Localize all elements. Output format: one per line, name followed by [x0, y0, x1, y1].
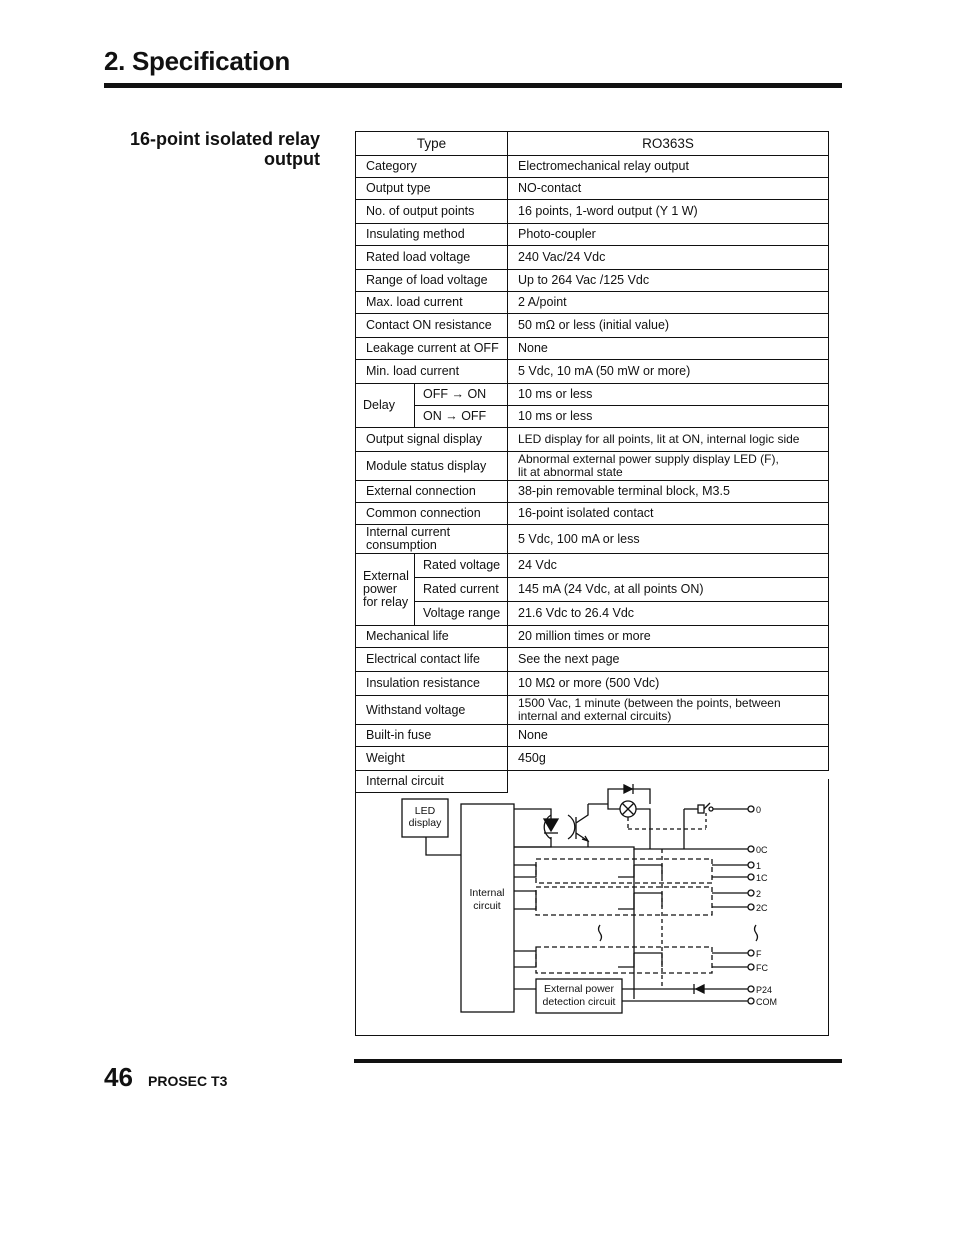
terminal-label: 0C [756, 845, 768, 855]
row-label: No. of output points [356, 200, 508, 224]
row-value-line1: Abnormal external power supply display LED (F), [518, 452, 779, 466]
row-value: NO-contact [508, 178, 829, 200]
row-label: Internal circuit [356, 771, 508, 793]
row-label: Electrical contact life [356, 648, 508, 672]
row-label-line1: Internal current [366, 525, 451, 539]
row-value: Photo-coupler [508, 224, 829, 246]
row-label-line2: consumption [366, 538, 437, 552]
table-row [356, 481, 829, 503]
terminal-label: COM [756, 997, 777, 1007]
row-label: Min. load current [356, 360, 508, 384]
row-value-line2: internal and external circuits) [518, 709, 672, 723]
spec-table [355, 131, 829, 793]
section-title: 2. Specification [104, 46, 290, 76]
break-mark [755, 925, 758, 941]
side-heading [104, 129, 320, 169]
ext-power-label-line3: for relay [363, 595, 409, 609]
table-row [356, 224, 829, 246]
row-label: Mechanical life [356, 626, 508, 648]
row-value-line2: lit at abnormal state [518, 465, 623, 479]
row-label: Contact ON resistance [356, 314, 508, 338]
row-value: Up to 264 Vac /125 Vdc [508, 270, 829, 292]
row-label [356, 525, 508, 554]
table-row [356, 428, 829, 452]
internal-circuit-diagram [355, 779, 829, 1036]
terminal-label: 1C [756, 873, 768, 883]
row-value: 5 Vdc, 10 mA (50 mW or more) [508, 360, 829, 384]
row-value: 2 A/point [508, 292, 829, 314]
row-value: 450g [508, 747, 829, 771]
table-row [356, 648, 829, 672]
table-row [356, 503, 829, 525]
table-row [356, 672, 829, 696]
relay-coil-icon [620, 801, 636, 817]
photo-coupler-icon [514, 804, 588, 847]
table-row [356, 200, 829, 224]
terminal-label: FC [756, 963, 768, 973]
row-value: Electromechanical relay output [508, 156, 829, 178]
row-value: See the next page [508, 648, 829, 672]
table-row [356, 525, 829, 554]
terminal-label: 0 [756, 805, 762, 815]
row-value-line1: 1500 Vac, 1 minute (between the points, between [518, 696, 781, 710]
row-label: External connection [356, 481, 508, 503]
delay-on-off-value: 10 ms or less [508, 406, 829, 428]
ext-power-label-line1: External [363, 569, 409, 583]
terminal-label: 1 [756, 861, 762, 871]
ext-power-row [356, 602, 829, 626]
table-header [356, 132, 829, 156]
row-value: 240 Vac/24 Vdc [508, 246, 829, 270]
row-label: Rated load voltage [356, 246, 508, 270]
delay-label: Delay [356, 384, 415, 428]
voltage-range-value: 21.6 Vdc to 26.4 Vdc [508, 602, 829, 626]
terminal-label: 2 [756, 889, 762, 899]
table-row [356, 360, 829, 384]
row-label: Category [356, 156, 508, 178]
type-header: Type [356, 132, 508, 156]
ext-power-label [356, 554, 415, 626]
row-value: 50 mΩ or less (initial value) [508, 314, 829, 338]
table-row [356, 338, 829, 360]
page-number: 46 [104, 1062, 133, 1092]
table-row [356, 314, 829, 338]
ext-label-line1: External power [543, 983, 615, 995]
table-row [356, 696, 829, 725]
break-mark [599, 925, 602, 941]
rated-current-value: 145 mA (24 Vdc, at all points ON) [508, 578, 829, 602]
table-row [356, 156, 829, 178]
ext-power-row [356, 578, 829, 602]
row-label: Output signal display [356, 428, 508, 452]
voltage-range-label: Voltage range [415, 602, 508, 626]
row-label: Common connection [356, 503, 508, 525]
row-value: 38-pin removable terminal block, M3.5 [508, 481, 829, 503]
delay-off-on-label: OFF → ON [415, 384, 508, 406]
led-wire [426, 837, 461, 855]
internal-label-line2: circuit [473, 900, 501, 912]
table-row [356, 725, 829, 747]
table-row [356, 246, 829, 270]
model-header: RO363S [508, 132, 829, 156]
row-label: Withstand voltage [356, 696, 508, 725]
row-label: Insulation resistance [356, 672, 508, 696]
rated-voltage-value: 24 Vdc [508, 554, 829, 578]
table-row [356, 178, 829, 200]
row-value: None [508, 725, 829, 747]
row-label: Insulating method [356, 224, 508, 246]
led-label-line2: display [408, 817, 442, 829]
table-row [356, 452, 829, 481]
table-row [356, 626, 829, 648]
row-value: 20 million times or more [508, 626, 829, 648]
ext-label-line2: detection circuit [542, 996, 616, 1008]
terminal-circles [748, 806, 754, 1004]
row-value: 16-point isolated contact [508, 503, 829, 525]
rated-voltage-label: Rated voltage [415, 554, 508, 578]
bottom-rule [354, 1059, 842, 1063]
row-label: Range of load voltage [356, 270, 508, 292]
row-value: 10 MΩ or more (500 Vdc) [508, 672, 829, 696]
circuit-svg [356, 779, 828, 1035]
table-row [356, 270, 829, 292]
row-label: Built-in fuse [356, 725, 508, 747]
delay-row [356, 384, 829, 406]
row-label: Weight [356, 747, 508, 771]
ext-power-label-line2: power [363, 582, 398, 596]
row-label: Module status display [356, 452, 508, 481]
terminal-label: 2C [756, 903, 768, 913]
delay-off-on-value: 10 ms or less [508, 384, 829, 406]
table-row [356, 747, 829, 771]
top-rule [104, 83, 842, 88]
rated-current-label: Rated current [415, 578, 508, 602]
row-label: Leakage current at OFF [356, 338, 508, 360]
row-value: None [508, 338, 829, 360]
side-heading-line1: 16-point isolated relay [129, 129, 320, 149]
led-label-line1: LED [414, 805, 436, 817]
row-value: 16 points, 1-word output (Y 1 W) [508, 200, 829, 224]
row-value [508, 696, 829, 725]
row-value: 5 Vdc, 100 mA or less [508, 525, 829, 554]
row-label: Output type [356, 178, 508, 200]
row-value [508, 452, 829, 481]
table-row [356, 292, 829, 314]
internal-label-line1: Internal [469, 887, 505, 899]
row-label: Max. load current [356, 292, 508, 314]
relay-channel-1 [514, 859, 748, 883]
product-name: PROSEC T3 [148, 1073, 228, 1089]
relay-channel-2 [514, 887, 748, 915]
delay-on-off-label: ON → OFF [415, 406, 508, 428]
ext-power-row [356, 554, 829, 578]
side-heading-line2: output [264, 149, 320, 169]
terminal-label: F [756, 949, 762, 959]
delay-row [356, 406, 829, 428]
diode-icon [694, 984, 704, 994]
relay-channel-f [514, 947, 748, 973]
row-value: LED display for all points, lit at ON, internal logic side [508, 428, 829, 452]
terminal-label: P24 [756, 985, 773, 995]
